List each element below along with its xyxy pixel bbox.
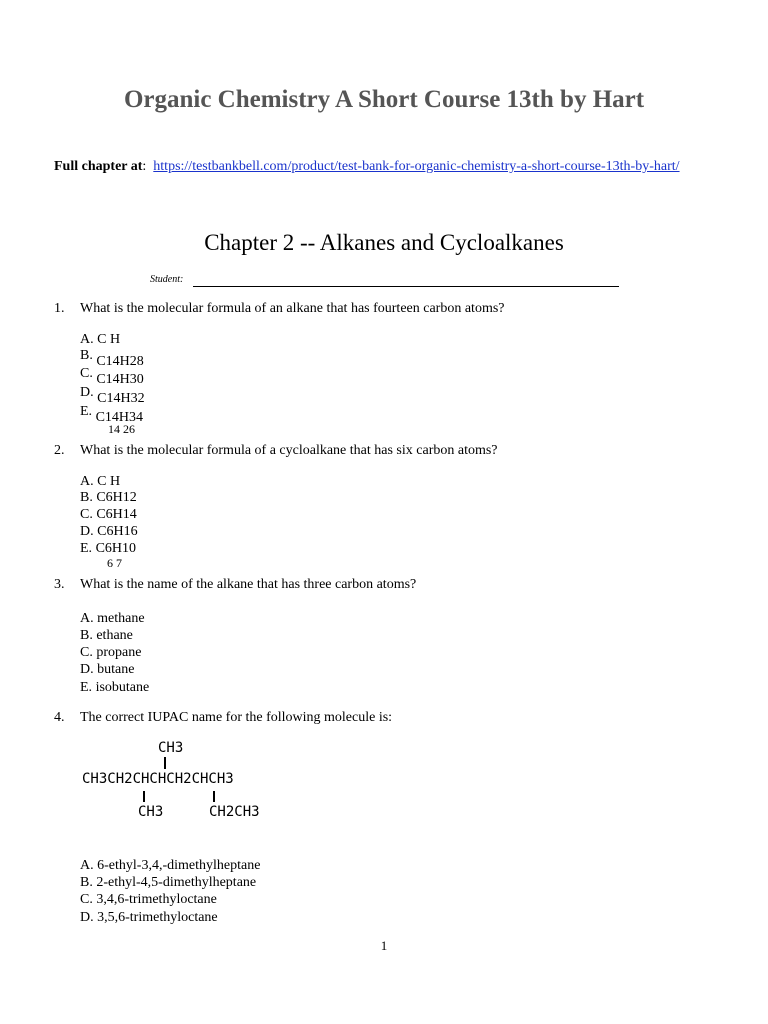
option-label: D. (80, 910, 94, 925)
option-b[interactable] (80, 348, 144, 369)
option-text: C6H10 (95, 541, 137, 556)
option-label: B. (80, 875, 93, 890)
stray-subscript: 14 26 (108, 422, 135, 436)
question-text: What is the molecular formula of a cycloalkane that has six carbon atoms? (80, 443, 498, 458)
option-label: A. (80, 332, 94, 347)
chapter-title: Chapter 2 -- Alkanes and Cycloalkanes (204, 230, 564, 255)
question-number: 3. (54, 577, 65, 592)
option-c[interactable] (80, 507, 137, 523)
page-number: 1 (380, 938, 388, 953)
option-text: propane (96, 645, 142, 660)
option-c[interactable] (80, 892, 217, 908)
molecule-right-branch: CH2CH3 (209, 804, 260, 820)
option-text: C14H32 (97, 391, 145, 406)
bond-right (213, 791, 215, 802)
full-chapter-line (54, 158, 714, 176)
option-b[interactable] (80, 875, 256, 891)
option-text: C H (97, 474, 121, 489)
option-label: E. (80, 680, 93, 695)
option-c[interactable] (80, 645, 141, 661)
option-d[interactable] (80, 524, 138, 540)
full-chapter-link[interactable]: https://testbankbell.com/product/test-bank-for-organic-chemistry-a-short-course-13th-by-hart/ (153, 159, 680, 174)
stray-subscript: 6 7 (107, 556, 122, 570)
option-a[interactable] (80, 611, 145, 627)
molecule-left-branch: CH3 (138, 804, 164, 820)
full-chapter-label: Full chapter at (54, 159, 143, 174)
option-label: D. (80, 385, 94, 400)
option-a[interactable] (80, 332, 120, 348)
question-number: 1. (54, 301, 65, 316)
option-text: 6-ethyl-3,4,-dimethylheptane (97, 858, 261, 873)
question-text: The correct IUPAC name for the following molecule is: (80, 710, 393, 725)
option-b[interactable] (80, 490, 137, 506)
option-label: B. (80, 628, 93, 643)
option-text: C H (97, 332, 121, 347)
question-number: 4. (54, 710, 65, 725)
option-text: C6H12 (96, 490, 137, 505)
option-e[interactable] (80, 404, 144, 425)
option-text: C14H34 (95, 410, 144, 425)
full-chapter-colon: : (142, 159, 147, 174)
option-text: C14H28 (96, 354, 144, 369)
question-text: What is the name of the alkane that has three carbon atoms? (80, 577, 417, 592)
molecule-main-chain: CH3CH2CHCHCH2CHCH3 (82, 771, 234, 787)
option-text: C6H16 (97, 524, 138, 539)
question-text: What is the molecular formula of an alkane that has fourteen carbon atoms? (80, 301, 505, 316)
option-label: C. (80, 645, 93, 660)
document-title: Organic Chemistry A Short Course 13th by Hart (123, 86, 645, 113)
question-number: 2. (54, 443, 65, 458)
option-label: C. (80, 507, 93, 522)
option-label: B. (80, 490, 93, 505)
option-label: E. (80, 541, 93, 556)
molecule-top-group: CH3 (158, 740, 184, 756)
option-label: B. (80, 348, 93, 363)
option-text: 3,4,6-trimethyloctane (96, 892, 217, 907)
option-label: C. (80, 366, 93, 381)
option-label: D. (80, 662, 94, 677)
option-e[interactable] (80, 680, 149, 696)
option-a[interactable] (80, 858, 260, 874)
option-e[interactable] (80, 541, 136, 557)
option-label: D. (80, 524, 94, 539)
option-label: A. (80, 474, 94, 489)
option-text: 2-ethyl-4,5-dimethylheptane (96, 875, 257, 890)
option-d[interactable] (80, 910, 218, 926)
option-label: E. (80, 404, 93, 419)
option-text: C14H30 (96, 372, 144, 387)
option-text: butane (97, 662, 135, 677)
student-label: Student: (150, 274, 184, 285)
option-text: methane (97, 611, 145, 626)
option-text: 3,5,6-trimethyloctane (97, 910, 218, 925)
option-text: ethane (96, 628, 133, 643)
option-d[interactable] (80, 385, 145, 406)
option-a[interactable] (80, 474, 120, 490)
option-label: A. (80, 858, 94, 873)
option-label: A. (80, 611, 94, 626)
student-name-line[interactable] (193, 286, 619, 287)
bond-top (164, 757, 166, 769)
option-text: C6H14 (96, 507, 137, 522)
option-d[interactable] (80, 662, 134, 678)
option-label: C. (80, 892, 93, 907)
option-c[interactable] (80, 366, 144, 387)
bond-left (143, 791, 145, 802)
option-b[interactable] (80, 628, 133, 644)
option-text: isobutane (95, 680, 150, 695)
